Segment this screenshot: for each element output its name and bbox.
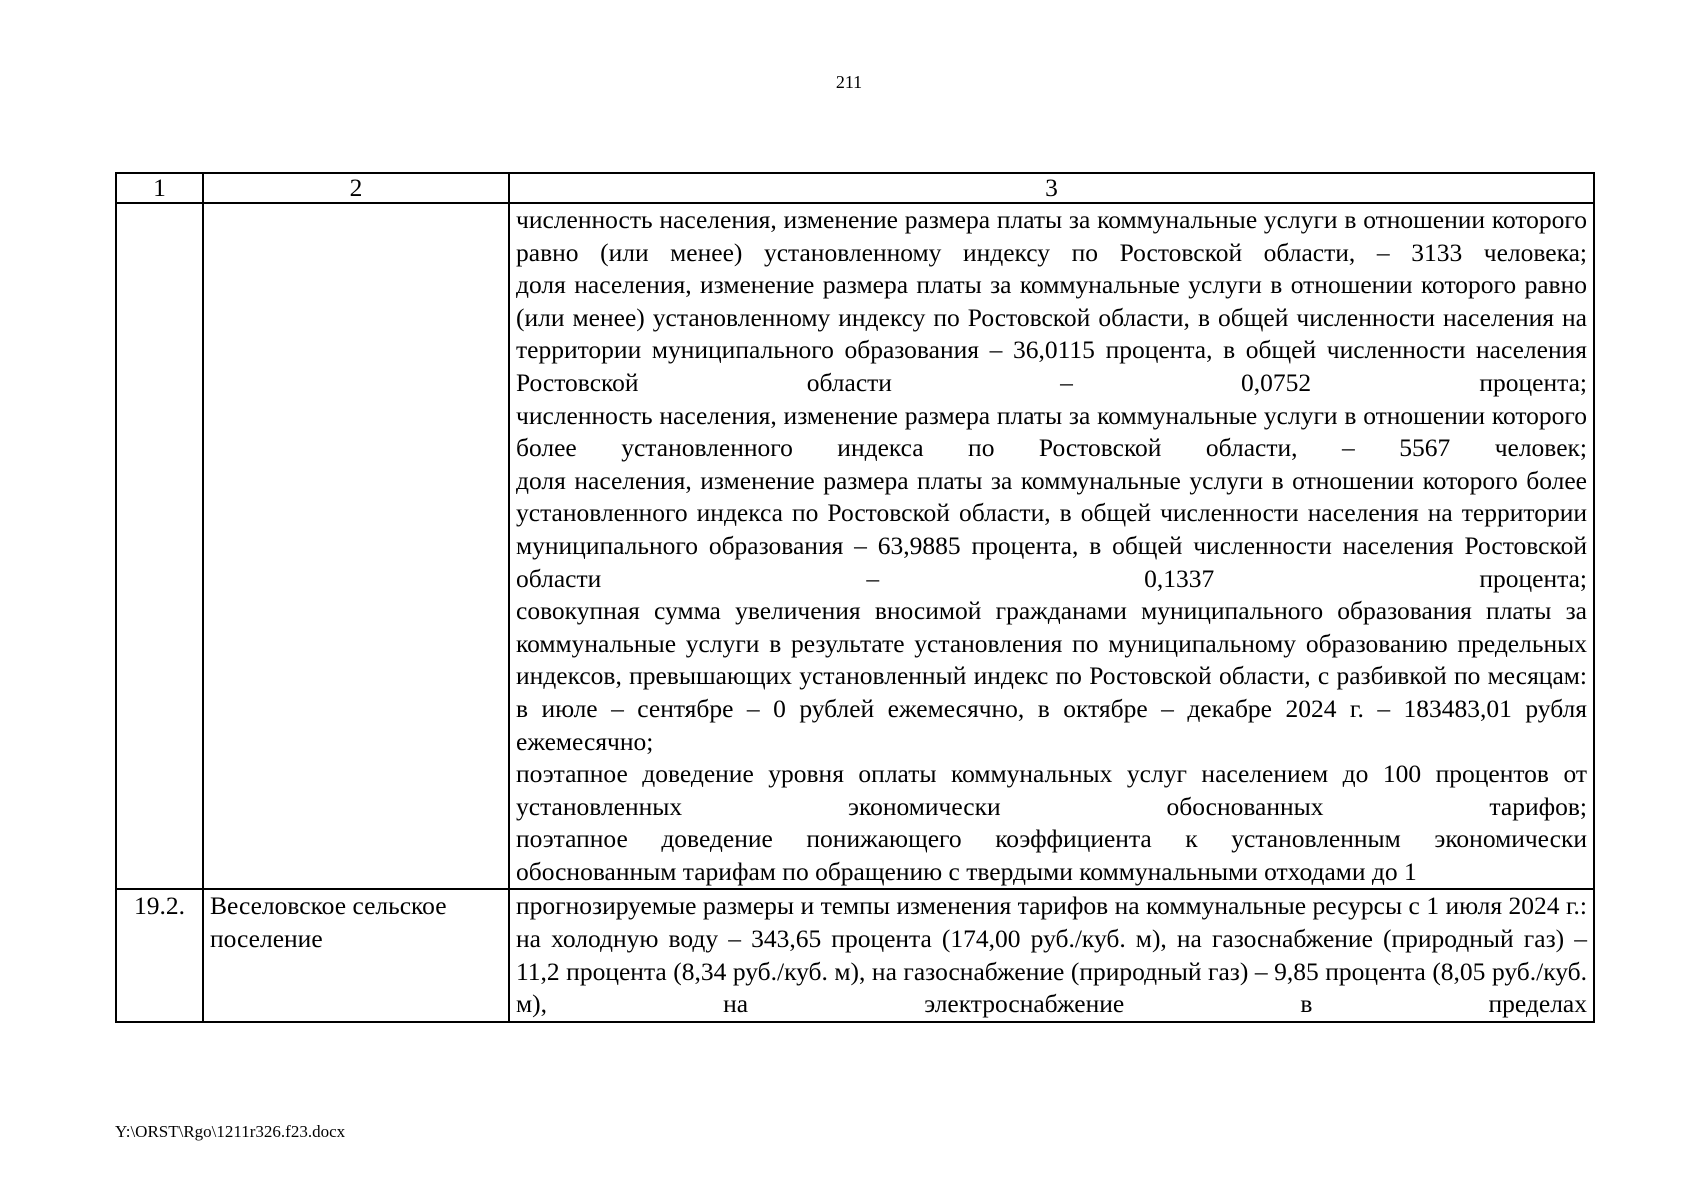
- paragraph: численность населения, изменение размера платы за коммунальные услуги в отношении которого равно (или менее) установленному индексу по Ростовской области, – 3133 человека;: [516, 205, 1587, 267]
- row-number-cell: 19.2.: [116, 889, 203, 1021]
- paragraph: численность населения, изменение размера платы за коммунальные услуги в отношении которого более установленного индекса по Ростовской области, – 5567 человек;: [516, 400, 1587, 463]
- paragraph: доля населения, изменение размера платы за коммунальные услуги в отношении которого более установленного индекса по Ростовской области, в общей численности населения на территории муниципального образования – 63,9885 процента, в общей численности населения Ростовской области – 0,1337 процента;: [516, 465, 1587, 593]
- table-header-row: [116, 173, 1594, 203]
- page-number: 211: [835, 72, 863, 92]
- description-cell: [509, 889, 1594, 1021]
- paragraph: совокупная сумма увеличения вносимой гражданами муниципального образования платы за коммунальные услуги в результате установления по муниципальному образованию предельных индексов, превышающих установленный индекс по Ростовской области, с разбивкой по месяцам: в июле – сентябре – 0 рублей ежемесячно, в октябре – декабре 2024 г. – 183483,01 рубля ежемесячно;: [516, 596, 1587, 756]
- paragraph: прогнозируемые размеры и темпы изменения тарифов на коммунальные ресурсы с 1 июля 2024 г.: на холодную воду – 343,65 процента (174,00 руб./куб. м), на газоснабжение (природный газ) – 11,2 процента (8,34 руб./куб. м), на газоснабжение (природный газ) – 9,85 процента (8,05 руб./куб. м), на электроснабжение в пределах: [516, 891, 1587, 1019]
- column-header-1: 1: [116, 173, 203, 203]
- table-row: [116, 203, 1594, 889]
- table-row: [116, 889, 1594, 1021]
- description-cell: [509, 203, 1594, 889]
- column-header-2: 2: [203, 173, 509, 203]
- file-path-footer: Y:\ORST\Rgo\1211r326.f23.docx: [115, 1122, 346, 1141]
- paragraph: доля населения, изменение размера платы за коммунальные услуги в отношении которого равно (или менее) установленному индексу по Ростовской области, в общей численности населения на территории муниципального образования – 36,0115 процента, в общей численности населения Ростовской области – 0,0752 процента;: [516, 270, 1587, 397]
- column-header-3: 3: [509, 173, 1594, 203]
- municipality-name-cell: [203, 203, 509, 889]
- municipality-name-cell: Веселовское сельское поселение: [203, 889, 509, 1021]
- paragraph: поэтапное доведение понижающего коэффициента к установленным экономически обоснованным тарифам по обращению с твердыми коммунальными отходами до 1: [516, 824, 1587, 886]
- document-table: [115, 172, 1595, 1023]
- paragraph: поэтапное доведение уровня оплаты коммунальных услуг населением до 100 процентов от установленных экономически обоснованных тарифов;: [516, 759, 1587, 821]
- row-number-cell: [116, 203, 203, 889]
